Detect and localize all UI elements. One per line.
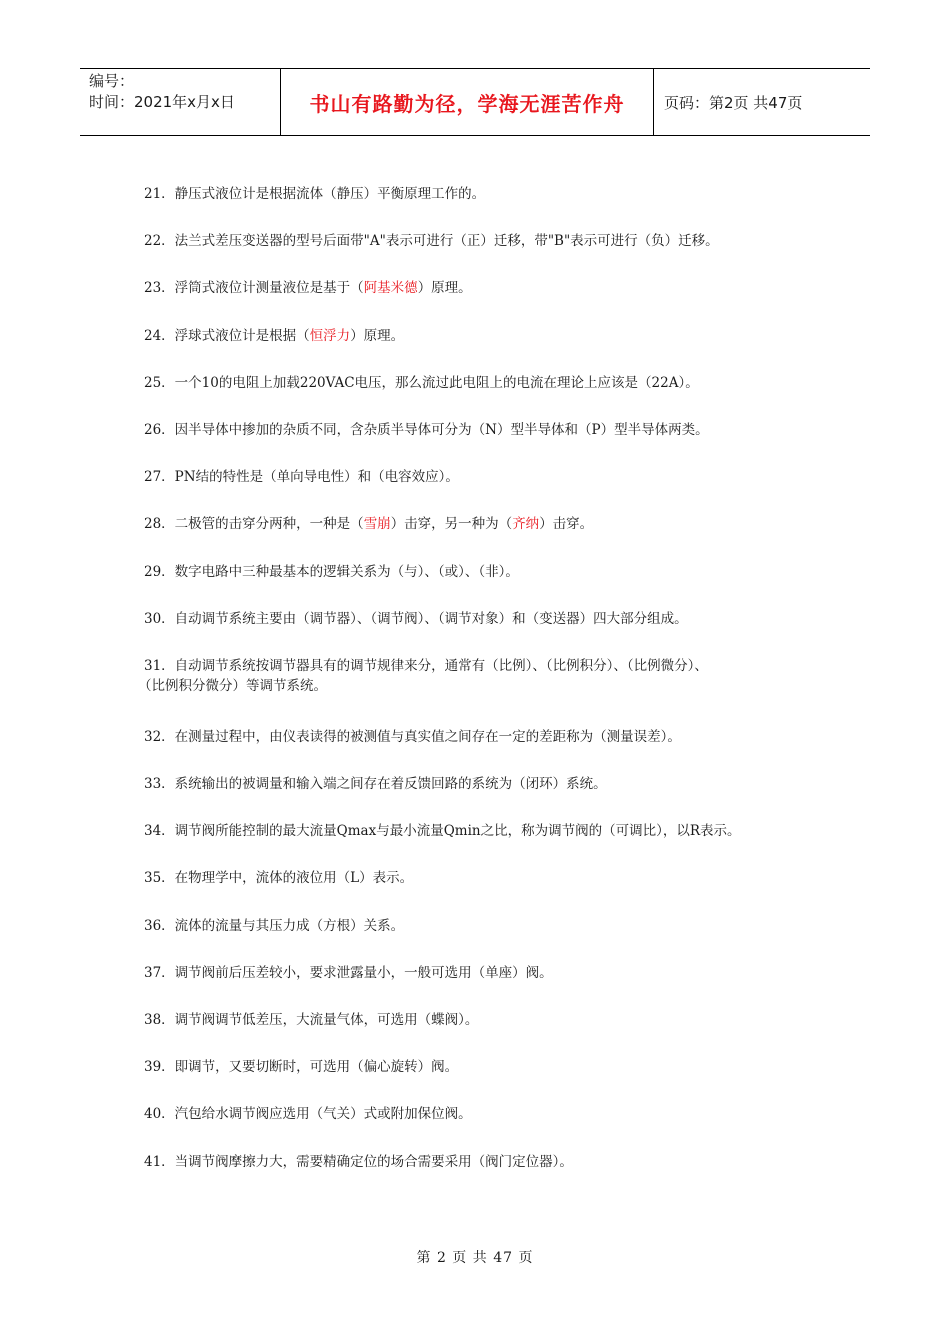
item-text-suffix: ）原理。 [350,327,405,344]
item-text: 22．法兰式差压变送器的型号后面带"A"表示可进行（正）迁移，带"B"表示可进行（负）迁移。 [144,233,719,250]
item-text: 28．二极管的击穿分两种，一种是（ [144,516,364,533]
page-footer [0,1247,950,1267]
question-list [138,184,784,1199]
item-text: 38．调节阀调节低差压，大流量气体，可选用（蝶阀）。 [144,1012,479,1028]
item-text: 26．因半导体中掺加的杂质不同，含杂质半导体可分为（N）型半导体和（P）型半导体两类。 [144,421,709,438]
item-highlight-2: 齐纳 [512,516,540,533]
item-text: 32．在测量过程中，由仪表读得的被测值与真实值之间存在一定的差距称为（测量误差）。 [144,728,681,745]
list-item [144,1057,784,1104]
item-text: 25．一个10的电阻上加载220VAC电压，那么流过此电阻上的电流在理论上应该是（22A）。 [144,374,699,391]
list-item [144,184,784,231]
list-item [144,609,784,656]
list-item [144,963,784,1010]
item-text: 30．自动调节系统主要由（调节器）、（调节阀）、（调节对象）和（变送器）四大部分组成。 [144,610,688,627]
item-highlight: 雪崩 [363,516,391,533]
header-motto-cell [281,69,654,135]
item-text-suffix: ）击穿，另一种为（ [390,516,513,533]
list-item [144,373,784,420]
item-text: 37．调节阀前后压差较小，要求泄露量小，一般可选用（单座）阀。 [144,964,553,981]
list-item [138,656,784,727]
item-text: 41．当调节阀摩擦力大，需要精确定位的场合需要采用（阀门定位器）。 [144,1153,573,1170]
document-time-label: 时间：2021年x月x日 [89,93,235,111]
list-item [144,1104,784,1151]
item-text: 36．流体的流量与其压力成（方根）关系。 [144,917,405,934]
list-item [144,231,784,278]
header-page-info: 页码：第2页 共47页 [664,93,803,112]
item-text: 29．数字电路中三种最基本的逻辑关系为（与）、（或）、（非）。 [144,563,519,580]
item-text: 34．调节阀所能控制的最大流量Qmax与最小流量Qmin之比，称为调节阀的（可调比），以R表示。 [144,823,741,840]
item-text-suffix: ）原理。 [417,280,472,297]
list-item [144,1152,784,1199]
list-item [144,821,784,868]
item-text: 40．汽包给水调节阀应选用（气关）式或附加保位阀。 [144,1106,472,1123]
item-text: 27．PN结的特性是（单向导电性）和（电容效应）。 [144,469,459,486]
list-item [144,326,784,373]
header-meta-cell [80,69,281,135]
list-item [144,278,784,325]
list-item [144,514,784,561]
footer-page-number: 第 2 页 共 47 页 [416,1250,534,1266]
item-text-suffix-2: ）击穿。 [539,516,594,533]
list-item [144,774,784,821]
list-item [144,420,784,467]
item-text: 31．自动调节系统按调节器具有的调节规律来分，通常有（比例）、（比例积分）、（比例微分）、 [144,657,708,674]
motto-text: 书山有路勤为径，学海无涯苦作舟 [309,91,625,116]
item-text: 33．系统输出的被调量和输入端之间存在着反馈回路的系统为（闭环）系统。 [144,776,607,793]
list-item [144,868,784,915]
item-highlight: 恒浮力 [309,327,351,344]
list-item [144,467,784,514]
item-text: 35．在物理学中，流体的液位用（L）表示。 [144,870,414,887]
list-item [144,1010,784,1057]
item-text: 24．浮球式液位计是根据（ [144,327,310,344]
item-text-continued: （比例积分微分）等调节系统。 [138,677,327,694]
list-item [144,727,784,774]
list-item [144,562,784,609]
document-header [80,68,870,136]
list-item [144,916,784,963]
item-highlight: 阿基米德 [363,280,418,297]
item-text: 23．浮筒式液位计测量液位是基于（ [144,280,364,297]
item-text: 39．即调节，又要切断时，可选用（偏心旋转）阀。 [144,1059,459,1076]
header-page-cell [654,69,870,135]
item-text: 21．静压式液位计是根据流体（静压）平衡原理工作的。 [144,186,486,202]
document-number-label: 编号： [89,72,135,90]
